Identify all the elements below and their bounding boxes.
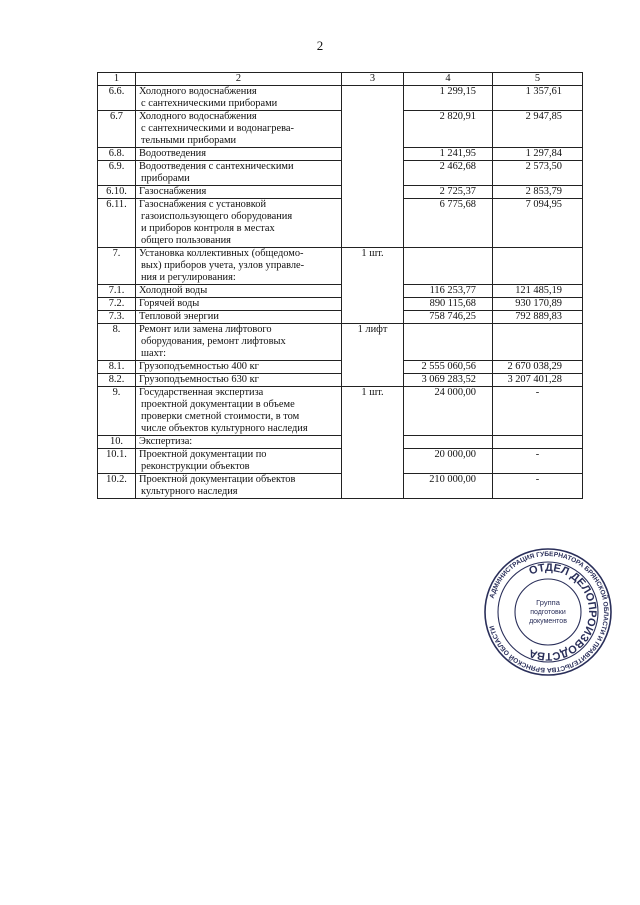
row-description [136, 86, 342, 111]
description-line: с сантехническими приборами [141, 98, 278, 109]
table-row [98, 298, 583, 311]
row-unit [342, 111, 404, 148]
table-row [98, 449, 583, 474]
row-number: 8.2. [98, 374, 136, 387]
value-col5: 2 670 038,29 [493, 361, 583, 374]
value-col5: - [493, 449, 583, 474]
description-line: Государственная экспертиза [139, 387, 264, 398]
row-description [136, 161, 342, 186]
value-col5 [493, 248, 583, 285]
table-row [98, 387, 583, 436]
description-line: Газоснабжения с установкой [139, 199, 267, 210]
value-col5: 2 853,79 [493, 186, 583, 199]
row-unit [342, 199, 404, 248]
description-line: Холодного водоснабжения [139, 86, 257, 97]
description-line: оборудования, ремонт лифтовых [141, 336, 286, 347]
description-line: проверки сметной стоимости, в том [141, 411, 300, 422]
row-description [136, 248, 342, 285]
description-line: Тепловой энергии [139, 311, 219, 322]
description-line: шахт: [141, 348, 166, 359]
value-col4: 210 000,00 [404, 474, 493, 499]
row-number: 7.1. [98, 285, 136, 298]
row-number: 8. [98, 324, 136, 361]
value-col5 [493, 324, 583, 361]
value-col4: 1 241,95 [404, 148, 493, 161]
value-col5: - [493, 387, 583, 436]
row-number: 6.8. [98, 148, 136, 161]
row-number: 7.3. [98, 311, 136, 324]
row-description [136, 436, 342, 449]
stamp-inner-text: ОТДЕЛ ДЕЛОПРОИЗВОДСТВА [527, 561, 599, 663]
stamp-center-line: документов [529, 618, 567, 625]
value-col4: 3 069 283,52 [404, 374, 493, 387]
value-col4: 1 299,15 [404, 86, 493, 111]
description-line: Газоснабжения [139, 186, 207, 197]
value-col5: 121 485,19 [493, 285, 583, 298]
value-col5: 1 297,84 [493, 148, 583, 161]
row-unit [342, 285, 404, 298]
description-line: Водоотведения [139, 148, 207, 159]
description-line: Холодной воды [139, 285, 208, 296]
row-description [136, 199, 342, 248]
row-unit: 1 лифт [342, 324, 404, 361]
description-line: Горячей воды [139, 298, 200, 309]
row-number: 10. [98, 436, 136, 449]
header-cell: 1 [98, 73, 136, 86]
description-line: Грузоподъемностью 630 кг [139, 374, 259, 385]
row-description [136, 374, 342, 387]
header-cell: 2 [136, 73, 342, 86]
row-unit [342, 474, 404, 499]
table-row [98, 374, 583, 387]
row-description [136, 387, 342, 436]
row-description [136, 148, 342, 161]
value-col4: 24 000,00 [404, 387, 493, 436]
description-line: Грузоподъемностью 400 кг [139, 361, 259, 372]
row-number: 10.2. [98, 474, 136, 499]
value-col5: 1 357,61 [493, 86, 583, 111]
table-row [98, 186, 583, 199]
description-line: с сантехническими и водонагрева- [141, 123, 294, 134]
description-line: общего пользования [141, 235, 231, 246]
table-row [98, 474, 583, 499]
row-unit: 1 шт. [342, 248, 404, 285]
value-col4: 2 462,68 [404, 161, 493, 186]
table-row [98, 199, 583, 248]
row-description [136, 111, 342, 148]
row-number: 7.2. [98, 298, 136, 311]
row-description [136, 361, 342, 374]
row-number: 8.1. [98, 361, 136, 374]
row-number: 10.1. [98, 449, 136, 474]
description-line: Экспертиза: [139, 436, 193, 447]
description-line: числе объектов культурного наследия [141, 423, 308, 434]
value-col5: - [493, 474, 583, 499]
row-description [136, 474, 342, 499]
description-line: Проектной документации объектов [139, 474, 296, 485]
value-col5: 7 094,95 [493, 199, 583, 248]
value-col5: 2 573,50 [493, 161, 583, 186]
description-line: ния и регулирования: [141, 272, 236, 283]
description-line: вых) приборов учета, узлов управле- [141, 260, 305, 271]
table-row [98, 248, 583, 285]
row-description [136, 449, 342, 474]
table-row [98, 111, 583, 148]
row-unit [342, 449, 404, 474]
row-description [136, 324, 342, 361]
row-unit: 1 шт. [342, 387, 404, 436]
row-unit [342, 148, 404, 161]
value-col5: 3 207 401,28 [493, 374, 583, 387]
row-unit [342, 186, 404, 199]
row-number: 6.9. [98, 161, 136, 186]
description-line: и приборов контроля в местах [141, 223, 275, 234]
description-line: тельными приборами [141, 135, 237, 146]
row-number: 9. [98, 387, 136, 436]
value-col4: 890 115,68 [404, 298, 493, 311]
row-number: 6.11. [98, 199, 136, 248]
row-unit [342, 361, 404, 374]
row-description [136, 285, 342, 298]
value-col4: 116 253,77 [404, 285, 493, 298]
row-description [136, 186, 342, 199]
value-col4: 2 555 060,56 [404, 361, 493, 374]
value-col4: 758 746,25 [404, 311, 493, 324]
table-row [98, 324, 583, 361]
description-line: Установка коллективных (общедомо- [139, 248, 304, 259]
row-unit [342, 436, 404, 449]
table-row [98, 361, 583, 374]
row-unit [342, 311, 404, 324]
header-cell: 4 [404, 73, 493, 86]
value-col4 [404, 324, 493, 361]
office-stamp [483, 547, 613, 677]
row-unit [342, 374, 404, 387]
table-row [98, 148, 583, 161]
tariff-table [97, 72, 583, 499]
header-cell: 3 [342, 73, 404, 86]
description-line: приборами [141, 173, 190, 184]
value-col4 [404, 436, 493, 449]
row-description [136, 298, 342, 311]
value-col5: 930 170,89 [493, 298, 583, 311]
header-cell: 5 [493, 73, 583, 86]
row-number: 6.10. [98, 186, 136, 199]
value-col4: 2 725,37 [404, 186, 493, 199]
table-row [98, 436, 583, 449]
table-row [98, 285, 583, 298]
row-number: 7. [98, 248, 136, 285]
value-col4: 6 775,68 [404, 199, 493, 248]
description-line: Холодного водоснабжения [139, 111, 257, 122]
table-row [98, 161, 583, 186]
value-col5: 2 947,85 [493, 111, 583, 148]
value-col4: 20 000,00 [404, 449, 493, 474]
description-line: культурного наследия [141, 486, 238, 497]
row-unit [342, 86, 404, 111]
description-line: газоиспользующего оборудования [141, 211, 293, 222]
value-col5: 792 889,83 [493, 311, 583, 324]
table-row [98, 311, 583, 324]
description-line: реконструкции объектов [141, 461, 250, 472]
row-unit [342, 298, 404, 311]
table-header-row [98, 73, 583, 86]
stamp-outer-text: АДМИНИСТРАЦИЯ ГУБЕРНАТОРА БРЯНСКОЙ ОБЛАСТИ И ПРАВИТЕЛЬСТВА БРЯНСКОЙ ОБЛАСТИ [488, 550, 610, 674]
row-description [136, 311, 342, 324]
description-line: Водоотведения с сантехническими [139, 161, 294, 172]
row-number: 6.7 [98, 111, 136, 148]
description-line: проектной документации в объеме [141, 399, 295, 410]
table-row [98, 86, 583, 111]
value-col5 [493, 436, 583, 449]
stamp-center-line: подготовки [530, 609, 566, 616]
value-col4 [404, 248, 493, 285]
description-line: Ремонт или замена лифтового [139, 324, 272, 335]
description-line: Проектной документации по [139, 449, 267, 460]
page-number: 2 [316, 38, 324, 53]
value-col4: 2 820,91 [404, 111, 493, 148]
row-unit [342, 161, 404, 186]
row-number: 6.6. [98, 86, 136, 111]
stamp-center-line: Группа [536, 598, 560, 607]
